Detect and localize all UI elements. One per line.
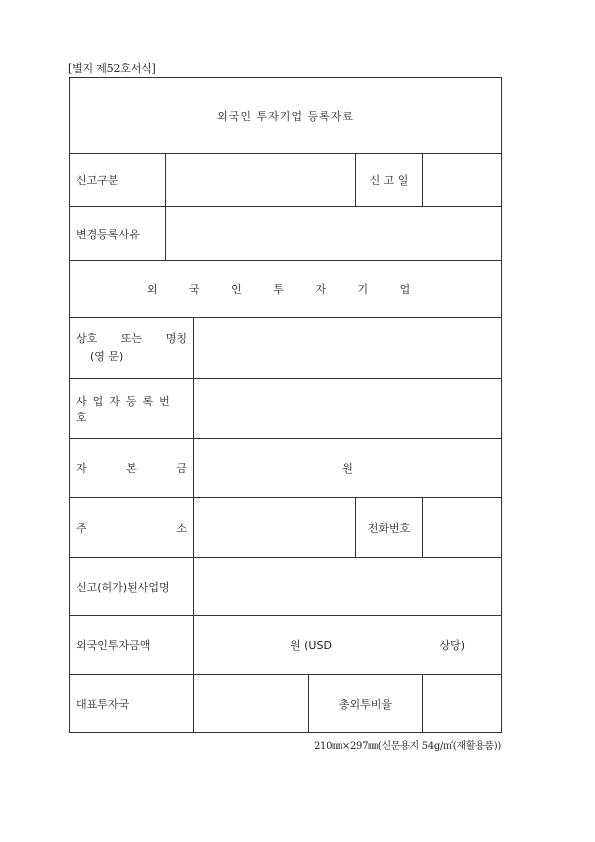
investment-equivalent: 상당) — [439, 639, 466, 652]
company-name-label-part3: 명칭 — [165, 332, 187, 345]
paper-spec-footnote: 210㎜×297㎜(신문용지 54g/㎡(재활용품)) — [313, 741, 501, 752]
change-reason-field[interactable] — [166, 207, 502, 261]
investment-amount-field[interactable] — [194, 616, 502, 675]
company-name-field[interactable] — [194, 318, 502, 379]
registration-form — [69, 77, 501, 732]
phone-field[interactable] — [423, 498, 502, 558]
business-name-field[interactable] — [194, 558, 502, 616]
report-date-label: 신 고 일 — [356, 154, 423, 207]
report-type-label: 신고구분 — [70, 154, 166, 207]
capital-label-part1: 자 — [76, 462, 87, 475]
business-reg-no-label: 사업자등록번호 — [70, 379, 194, 439]
business-reg-no-field[interactable] — [194, 379, 502, 439]
change-reason-label: 변경등록사유 — [70, 207, 166, 261]
investment-won-usd: 원 (USD — [290, 639, 332, 652]
section-heading: 외 국 인 투 자 기 업 — [70, 261, 502, 318]
capital-label — [70, 439, 194, 498]
form-title: 외국인 투자기업 등록자료 — [70, 78, 502, 154]
form-table — [69, 77, 502, 733]
business-name-label: 신고(허가)된사업명 — [70, 558, 194, 616]
capital-field[interactable] — [194, 439, 502, 498]
report-date-field[interactable] — [423, 154, 502, 207]
address-field[interactable] — [194, 498, 356, 558]
foreign-ratio-label: 총외투비율 — [309, 675, 423, 733]
capital-label-part3: 금 — [176, 462, 187, 475]
report-type-field[interactable] — [166, 154, 356, 207]
phone-label: 전화번호 — [356, 498, 423, 558]
company-name-label-part2: 또는 — [120, 332, 143, 345]
capital-unit: 원 — [342, 462, 353, 475]
company-name-label — [70, 318, 194, 379]
company-name-label-part1: 상호 — [76, 332, 98, 345]
company-name-english-label: (영 문) — [90, 350, 124, 363]
foreign-ratio-field[interactable] — [423, 675, 502, 733]
rep-country-label: 대표투자국 — [70, 675, 194, 733]
address-label-part2: 소 — [176, 521, 187, 535]
rep-country-field[interactable] — [194, 675, 309, 733]
form-number: [별지 제52호서식] — [68, 62, 156, 75]
capital-label-part2: 본 — [126, 462, 137, 475]
investment-amount-label: 외국인투자금액 — [70, 616, 194, 675]
address-label-part1: 주 — [76, 521, 87, 535]
address-label — [70, 498, 194, 558]
